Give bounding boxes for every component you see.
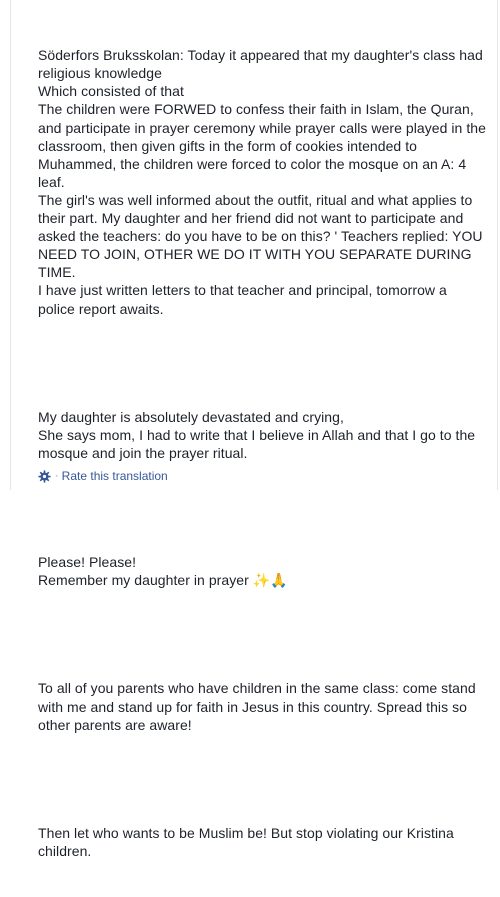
gear-icon[interactable] xyxy=(38,470,51,483)
translation-bar xyxy=(38,467,168,485)
paragraph-spacer xyxy=(38,770,486,788)
paragraph-spacer xyxy=(38,499,486,517)
post-paragraph-2: My daughter is absolutely devastated and crying, She says mom, I had to write that I believe in Allah and that I go to the mosque and join the prayer ritual. xyxy=(38,409,476,462)
prayer-request-text: Please! Please! Remember my daughter in prayer xyxy=(38,553,249,588)
separator-dot: · xyxy=(55,470,59,482)
post-paragraph-1: Söderfors Bruksskolan: Today it appeared that my daughter's class had religious knowledge Which consisted of that The children were FORWED to confess their faith in Islam, the Quran, and participate in prayer ceremony while prayer calls were played in the classroom, then given gifts in the form of cookies intended to Muhammed, the children were forced to color the mosque on an A: 4 leaf. The girl's was well informed about the outfit, ritual and what applies to their part. My daughter and her friend did not want to participate and asked the teachers: do you have to be on this? ' Teachers replied: YOU NEED TO JOIN, OTHER WE DO IT WITH YOU SEPARATE DURING TIME. I have just written letters to that teacher and principal, tomorrow a police report awaits. xyxy=(38,47,486,317)
post-paragraph-4: To all of you parents who have children in the same class: come stand with me and stand up for faith in Jesus in this country. Spread this so other parents are aware! xyxy=(38,680,480,733)
post-paragraph-3 xyxy=(38,553,486,589)
paragraph-spacer xyxy=(38,625,486,643)
post-paragraph-5: Then let who wants to be Muslim be! But stop violating our Kristina children. xyxy=(38,825,458,860)
post-card xyxy=(10,0,498,860)
sparkles-icon: ✨ xyxy=(252,571,271,588)
post-text xyxy=(38,10,486,897)
paragraph-spacer xyxy=(38,354,486,372)
praying-hands-icon: 🙏 xyxy=(270,571,288,588)
rate-translation-link[interactable]: Rate this translation xyxy=(61,469,168,483)
